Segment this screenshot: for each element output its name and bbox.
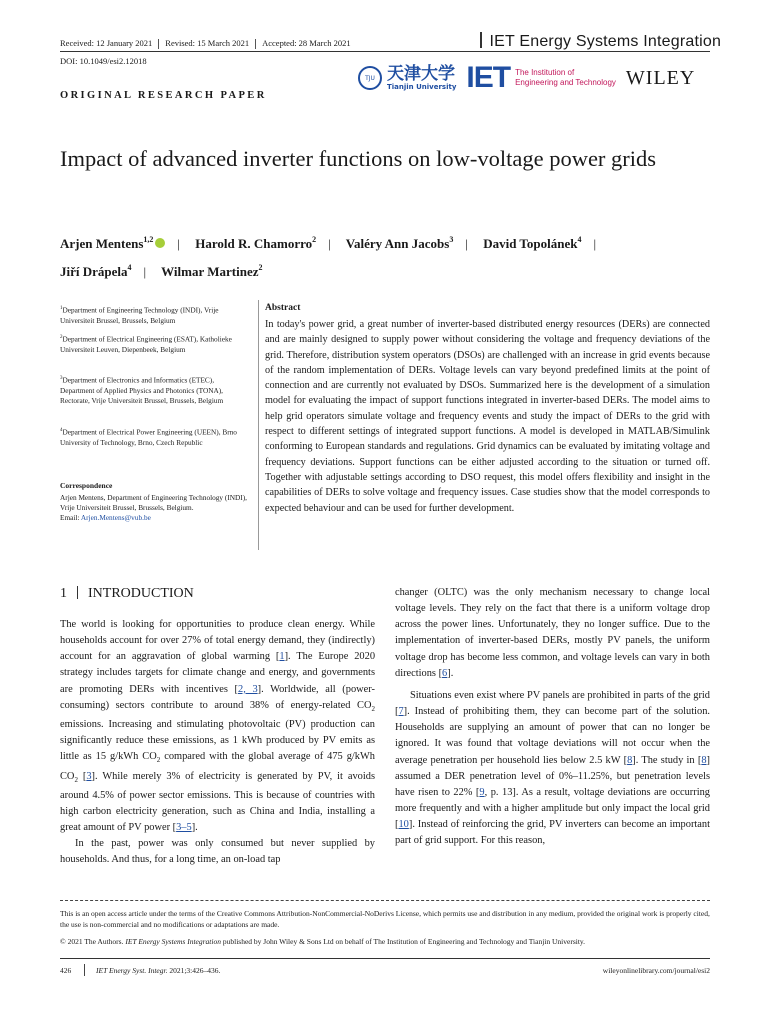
tianjin-university-logo: 天津大学 Tianjin University (387, 63, 457, 91)
affiliation: $^2$Department of Electrical Engineering (ESAT), Katholieke Universiteit Leuven, Diepenbeek, Belgium (60, 334, 232, 354)
paragraph: In the past, power was only consumed but never supplied by households. And thus, for a long time, an on-load tap (60, 838, 375, 866)
paragraph: The world is looking for opportunities to produce clean energy. While households account for over 27% of total energy demand, they (indirectly) account for an aggravation of global warming [1]. The Europe 2020 strategy includes targets for climate change and energy, and governments are promoting DERs with incentives [2, 3]. Worldwide, all (power-consuming) sectors contribute to around 38% of energy-related $CO_2$ emissions. Increasing and stimulating photovoltaic (PV) production can significantly reduce these emissions, as 1 kWh produced by PV emits as little as 15 g/kWh $CO_2$ compared with the global average of 475 g/kWh $CO_2$ [3]. While merely 3% of electricity is generated by PV, it avoids around 4.5% of power sector emissions. This is because of countries with high carbon electricity generation, such as China and India, installing a great amount of PV power [3–5]. (60, 619, 376, 834)
author[interactable]: Harold R. Chamorro$^2$ (195, 235, 317, 251)
paragraph: Situations even exist where PV panels are prohibited in parts of the grid [7]. Instead of prohibiting them, they can become part of the solution. Households are supplying an amount of power that can no longer be ignored. It was found that voltage deviations will not occur when the average penetration per household lies below 2.5 kW [8]. The study in [8] assumed a DER penetration level of 0%–11.25%, but penetration levels have risen to 22% [9, p. 13]. As a result, voltage deviations are occurring more frequently and with a higher amplitude but only impact the local grid [10]. Instead of reinforcing the grid, PV inverters can become an important part of grid support. For this reason, (395, 689, 710, 847)
accepted-date: Accepted: 28 March 2021 (262, 38, 351, 48)
citation-link[interactable]: 3 (86, 770, 92, 782)
section-heading: 1 INTRODUCTION (60, 586, 194, 601)
abstract-rule (258, 300, 259, 550)
citation-link[interactable]: 8 (701, 754, 707, 766)
footer-rule (60, 958, 710, 959)
page-number: 426 (60, 966, 72, 975)
journal-url[interactable]: wileyonlinelibrary.com/journal/esi2 (602, 966, 710, 975)
wiley-logo: WILEY (625, 66, 696, 89)
author[interactable]: Valéry Ann Jacobs$^3$ (345, 235, 454, 251)
citation-link[interactable]: 2, 3 (238, 683, 258, 695)
paper-title: Impact of advanced inverter functions on low-voltage power grids (60, 146, 657, 171)
author[interactable]: Wilmar Martinez$^2$ (161, 263, 263, 279)
header-rule (60, 51, 710, 52)
citation-link[interactable]: 8 (627, 754, 633, 766)
right-column (395, 585, 710, 850)
citation-link[interactable]: 10 (398, 819, 409, 831)
citation-link[interactable]: 3–5 (176, 822, 192, 834)
affiliation: $^4$Department of Electrical Power Engineering (UEEN), Brno University of Technology, Brno, Czech Republic (60, 427, 237, 447)
revised-date: Revised: 15 March 2021 (165, 38, 250, 48)
article-type: ORIGINAL RESEARCH PAPER (60, 90, 267, 101)
iet-logo: IET (466, 61, 511, 94)
citation-link[interactable]: 6 (442, 667, 448, 679)
abstract-text: In today's power grid, a great number of inverter-based distributed energy resources (DERs) are connected and are mainly designed to supply power without considering the voltage and frequency deviations of the grid. Therefore, distribution system operators (DSOs) are challenged with an increase in grid events because of the random implementation of DERs. Voltage levels can vary beyond predefined limits at the point of connection and are currently not evaluated by DSOs. Summarized here is the development of a simulation model for evaluating the impact of support functions integrated in inverter-based DERs. The model aims to help grid operators simulate voltage and frequency events and study the impact of DERs to the grid with respect to different settings of integrated support functions. A model is developed in MATLAB/Simulink conforming to European standards and regulations. Grid dynamics can be evaluated by imitating voltage and frequency deviations. Support functions can be either adjusted according to the situation or turned off. Together with adjustable settings according to DSO request, this model offers flexibility and insight in the capabilities of DERs to solve voltage and frequency issues. Case studies show that the model corresponds to expected behaviour and can be used for further development. (265, 319, 710, 514)
doi[interactable]: DOI: 10.1049/esi2.12018 (60, 56, 147, 66)
journal-citation: IET Energy Syst. Integr. 2021;3:426–436. (96, 966, 221, 975)
abstract-heading: Abstract (265, 303, 301, 313)
orcid-icon[interactable] (155, 238, 165, 248)
tianjin-seal-icon: TJU (358, 66, 382, 90)
publisher-logos (358, 58, 710, 98)
left-column (60, 617, 375, 869)
citation-link[interactable]: 7 (398, 706, 404, 718)
affiliation: $^1$Department of Engineering Technology (INDI), Vrije Universiteit Brussel, Brussels, Belgium (60, 305, 219, 325)
paragraph: changer (OLTC) was the only mechanism necessary to change local voltage levels. They rely on the fact that there is a uniform voltage drop across the power lines. Unfortunately, they no longer suffice. Due to the implementation of inverter-based DERs, mostly PV panels, the uniform voltage drop has become less common, and voltage levels can vary in both directions [6]. (395, 587, 710, 679)
iet-logo-text: The Institution of Engineering and Technology (515, 68, 616, 87)
copyright-note: © 2021 The Authors. IET Energy Systems Integration published by John Wiley & Sons Ltd on behalf of The Institution of Engineering and Technology and Tianjin University. (60, 937, 586, 946)
citation-link[interactable]: 9 (479, 786, 485, 798)
author-list: Arjen Mentens$^{1,2}$ | Harold R. Chamorro$^2$ | Valéry Ann Jacobs$^3$ | David Topolánek$^4$ | Jiří Drápela$^4$ | Wilmar Martinez$^2$ (60, 235, 597, 279)
footnote-divider (60, 900, 710, 901)
footer-divider (84, 964, 85, 976)
correspondence-text: Arjen Mentens, Department of Engineering Technology (INDI), Vrije Universiteit Brussel, Brussels, Belgium. Email: Arjen.Mentens@vub.be (60, 493, 247, 523)
email-link[interactable]: Arjen.Mentens@vub.be (80, 513, 151, 523)
author[interactable]: Arjen Mentens$^{1,2}$ (60, 235, 154, 251)
affiliation: $^3$Department of Electronics and Informatics (ETEC), Department of Applied Physics and Photonics (TONA), Rectorate, Vrije Universiteit Brussel, Brussels, Belgium (60, 375, 224, 405)
correspondence-heading: Correspondence (60, 481, 113, 490)
received-date: Received: 12 January 2021 (60, 38, 153, 48)
author[interactable]: Jiří Drápela$^4$ (60, 263, 132, 279)
author[interactable]: David Topolánek$^4$ (483, 235, 582, 251)
citation-link[interactable]: 1 (279, 651, 285, 663)
journal-name: IET Energy Systems Integration (480, 32, 721, 51)
publication-dates (60, 38, 351, 49)
license-note: This is an open access article under the terms of the Creative Commons Attribution-NonCommercial-NoDerivs License, which permits use and distribution in any medium, provided the original work is properly cited, the use is non-commercial and no modifications or adaptations are made. (60, 909, 710, 929)
